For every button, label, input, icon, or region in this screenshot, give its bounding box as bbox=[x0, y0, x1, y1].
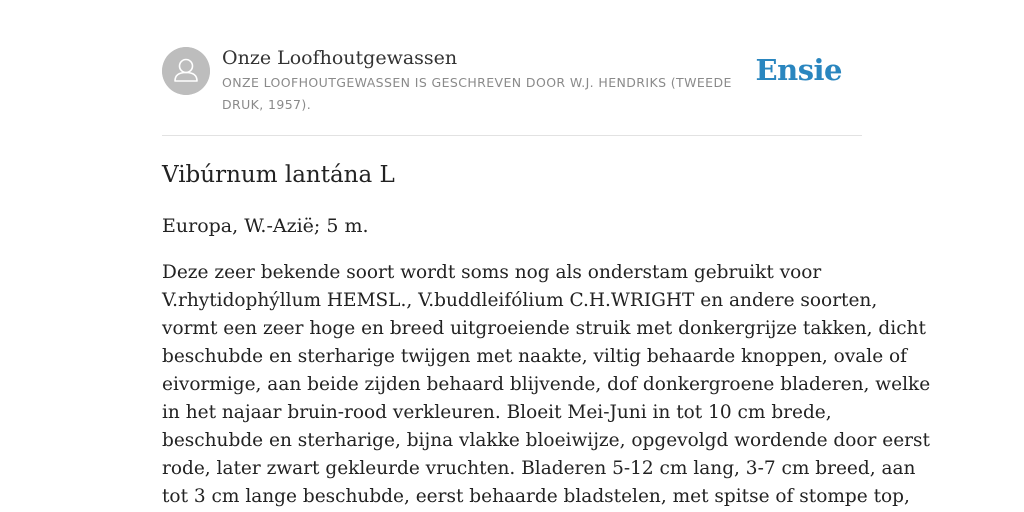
entry-meta: Europa, W.-Azië; 5 m. bbox=[162, 215, 369, 237]
source-title[interactable]: Onze Loofhoutgewassen bbox=[222, 47, 458, 69]
body-line: in het najaar bruin-rood verkleuren. Bloeit Mei-Juni in tot 10 cm brede, bbox=[162, 402, 832, 423]
avatar[interactable] bbox=[162, 47, 210, 95]
user-icon bbox=[162, 47, 210, 95]
entry-title: Vibúrnum lantána L bbox=[162, 162, 395, 188]
body-line: vormt een zeer hoge en breed uitgroeiende struik met donkergrijze takken, dicht bbox=[162, 318, 926, 339]
brand-logo[interactable]: Ensie bbox=[755, 53, 842, 87]
source-description: ONZE LOOFHOUTGEWASSEN IS GESCHREVEN DOOR W.J. HENDRIKS (TWEEDE DRUK, 1957). bbox=[222, 75, 732, 112]
body-line: eivormige, aan beide zijden behaard blijvende, dof donkergroene bladeren, welke bbox=[162, 374, 931, 395]
body-line: beschubde en sterharige twijgen met naakte, viltig behaarde knoppen, ovale of bbox=[162, 346, 908, 367]
page bbox=[162, 0, 931, 507]
body-line: Deze zeer bekende soort wordt soms nog als onderstam gebruikt voor bbox=[162, 262, 822, 283]
body-line: rode, later zwart gekleurde vruchten. Bladeren 5-12 cm lang, 3-7 cm breed, aan bbox=[162, 458, 916, 479]
body-line: V.rhytidophýllum HEMSL., V.buddleifólium C.H.WRIGHT en andere soorten, bbox=[162, 290, 878, 311]
body-line: tot 3 cm lange beschubde, eerst behaarde bladstelen, met spitse of stompe top, bbox=[162, 486, 910, 507]
body-line: beschubde en sterharige, bijna vlakke bloeiwijze, opgevolgd wordende door eerst bbox=[162, 430, 930, 451]
source-header bbox=[162, 0, 862, 136]
entry-body bbox=[162, 259, 931, 511]
